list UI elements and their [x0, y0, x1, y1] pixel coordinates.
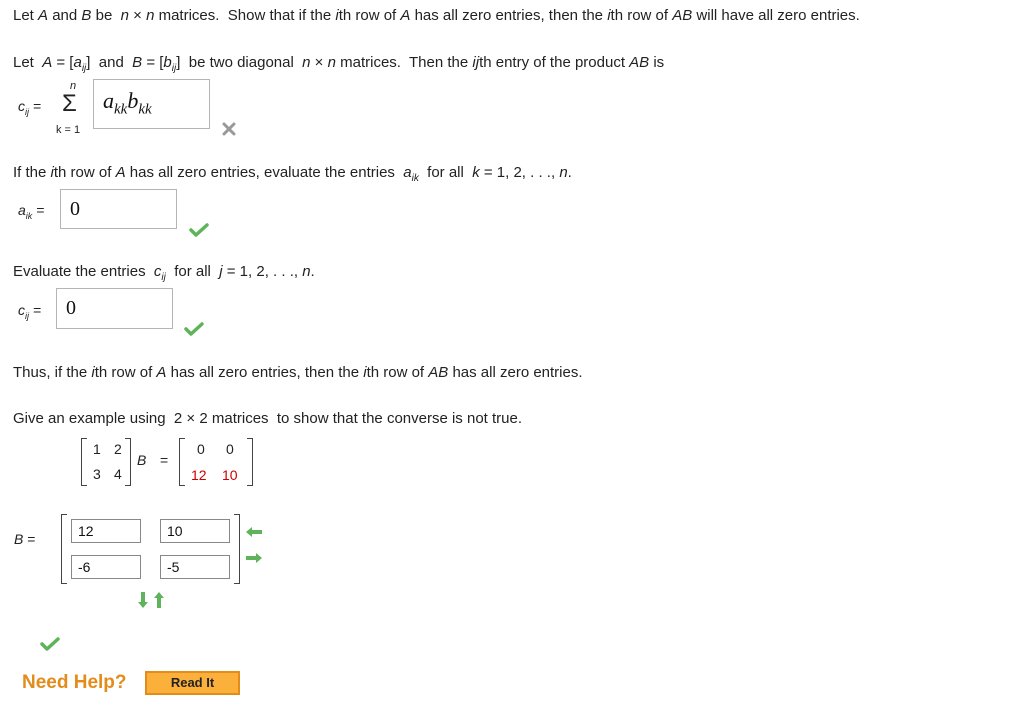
- read-it-button[interactable]: [145, 671, 240, 695]
- incorrect-x-icon: [222, 122, 236, 136]
- sum-lhs: $c_{ij}$ =: [18, 98, 42, 117]
- conclusion-text: Thus, if the ith row of A has all zero entries, then the ith row of AB has all zero entries.: [13, 364, 583, 381]
- b-cell-22[interactable]: -5: [160, 555, 230, 579]
- equals-sign: =: [160, 452, 169, 468]
- matrix-ab-entry: 0: [197, 441, 205, 457]
- matrix-ab-entry: 0: [226, 441, 234, 457]
- add-row-arrow-icon[interactable]: [137, 591, 149, 609]
- matrix-ab-entry-red: 12: [191, 467, 207, 483]
- matrix-b-symbol: B: [137, 452, 147, 468]
- add-column-arrow-icon[interactable]: [245, 552, 263, 564]
- b-cell-12[interactable]: 10: [160, 519, 230, 543]
- need-help-label: Need Help?: [22, 672, 127, 693]
- matrix-a-entry: 2: [114, 441, 122, 457]
- read-it-label: Read It: [170, 675, 215, 690]
- aik-answer-input[interactable]: 0: [60, 189, 177, 229]
- sum-answer-input[interactable]: $a_{kk}b_{kk}$: [93, 79, 210, 129]
- b-matrix-bracket-left: [61, 514, 67, 584]
- matrix-a-entry: 4: [114, 466, 122, 482]
- remove-row-arrow-icon[interactable]: [153, 591, 165, 609]
- matrix-ab-entry-red: 10: [222, 467, 238, 483]
- aik-lhs: $a_{ik}$ =: [18, 202, 45, 221]
- matrix-a-entry: 1: [93, 441, 101, 457]
- b-label: B =: [14, 531, 36, 547]
- b-cell-21[interactable]: -6: [71, 555, 141, 579]
- cij-lhs: $c_{ij}$ =: [18, 302, 42, 321]
- correct-check-icon: [40, 637, 60, 651]
- sum-lower-limit: k = 1: [56, 124, 81, 136]
- correct-check-icon: [189, 223, 209, 237]
- setup-text: Let $A = [a_{ij}]$ and $B = [b_{ij}]$ be two diagonal n × n matrices. Then the ijth entry of the product AB is: [13, 54, 665, 74]
- question-aik: If the ith row of A has all zero entries, evaluate the entries $a_{ik}$ for all k = 1, 2, . . ., n.: [13, 164, 572, 184]
- b-cell-11[interactable]: 12: [71, 519, 141, 543]
- sigma-symbol: Σ: [62, 90, 77, 117]
- sum-upper-limit: n: [70, 80, 77, 92]
- question-cij: Evaluate the entries $c_{ij}$ for all j = 1, 2, . . ., n.: [13, 263, 315, 283]
- question-converse: Give an example using 2 × 2 matrices to show that the converse is not true.: [13, 410, 523, 427]
- matrix-a-entry: 3: [93, 466, 101, 482]
- b-matrix-bracket-right: [234, 514, 240, 584]
- correct-check-icon: [184, 322, 204, 336]
- remove-column-arrow-icon[interactable]: [245, 526, 263, 538]
- cij-answer-input[interactable]: 0: [56, 288, 173, 329]
- problem-statement: Let A and B be n × n matrices. Show that if the ith row of A has all zero entries, then the ith row of AB will have all zero entries.: [13, 7, 860, 24]
